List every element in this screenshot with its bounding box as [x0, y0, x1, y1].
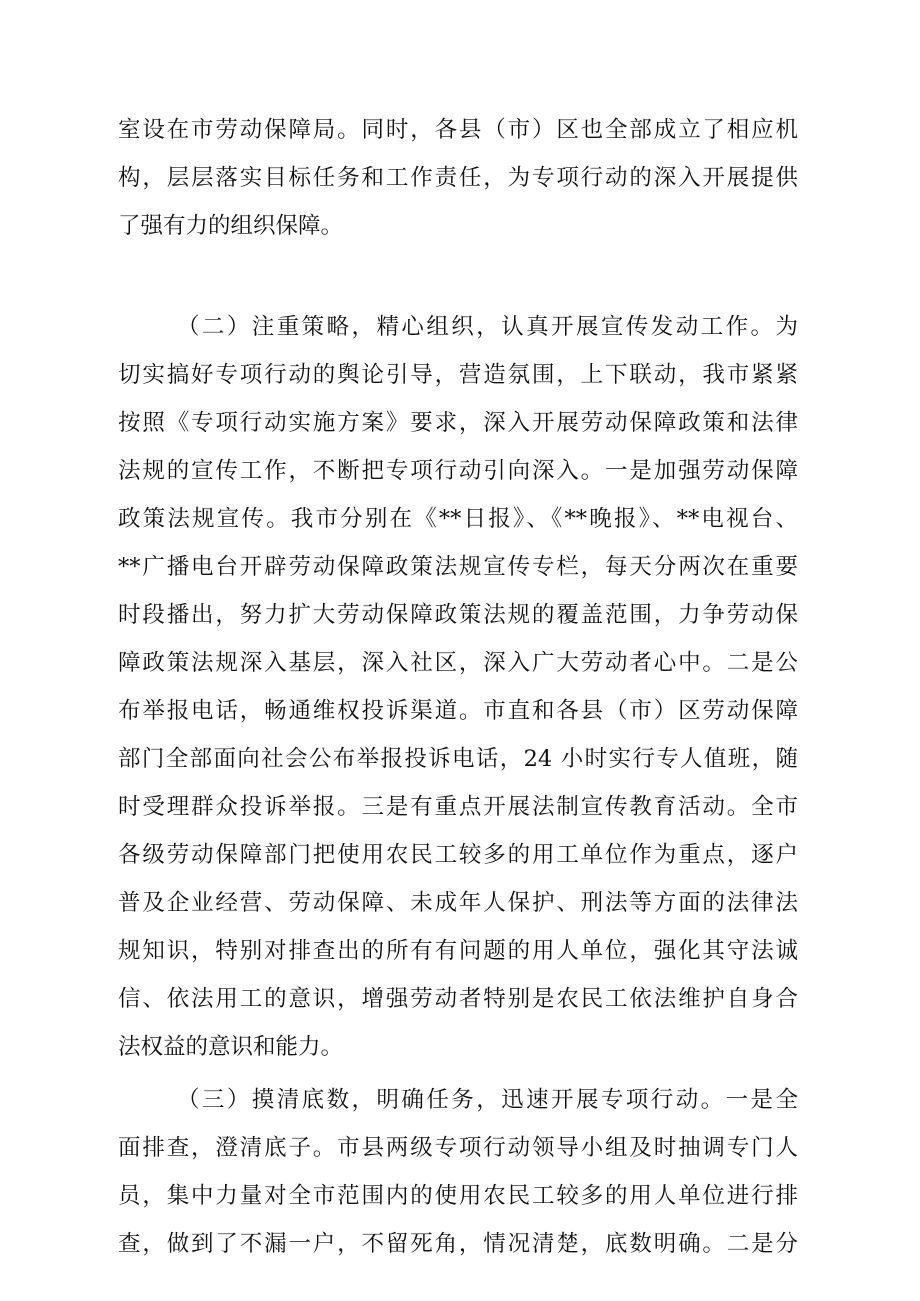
text-line: 各级劳动保障部门把使用农民工较多的用工单位作为重点，逐户 [118, 842, 798, 868]
text-line: 法规的宣传工作，不断把专项行动引向深入。一是加强劳动保障 [118, 458, 798, 484]
text-line: 室设在市劳动保障局。同时，各县（市）区也全部成立了相应机 [118, 117, 798, 143]
text-line: 按照《专项行动实施方案》要求，深入开展劳动保障政策和法律 [118, 410, 798, 436]
text-line: 查，做到了不漏一户，不留死角，情况清楚，底数明确。二是分 [118, 1231, 798, 1257]
text-line: 时段播出，努力扩大劳动保障政策法规的覆盖范围，力争劳动保 [118, 602, 798, 628]
text-line: 政策法规宣传。我市分别在《**日报》、《**晚报》、**电视台、 [118, 506, 798, 532]
text-line: 法权益的意识和能力。 [118, 1034, 344, 1060]
text-line: 信、依法用工的意识，增强劳动者特别是农民工依法维护自身合 [118, 986, 798, 1012]
text-line: 员，集中力量对全市范围内的使用农民工较多的用人单位进行排 [118, 1183, 798, 1209]
text-line: 布举报电话，畅通维权投诉渠道。市直和各县（市）区劳动保障 [118, 698, 798, 724]
text-line: 障政策法规深入基层，深入社区，深入广大劳动者心中。二是公 [118, 650, 798, 676]
text-line: 构，层层落实目标任务和工作责任，为专项行动的深入开展提供 [118, 165, 798, 191]
paragraph-start-line: （三）摸清底数，明确任务，迅速开展专项行动。一是全 [177, 1087, 798, 1113]
text-line: 切实搞好专项行动的舆论引导，营造氛围，上下联动，我市紧紧 [118, 362, 798, 388]
text-line: 时受理群众投诉举报。三是有重点开展法制宣传教育活动。全市 [118, 794, 798, 820]
text-line: 普及企业经营、劳动保障、未成年人保护、刑法等方面的法律法 [118, 890, 798, 916]
text-line: 了强有力的组织保障。 [118, 213, 344, 239]
text-line: 面排查，澄清底子。市县两级专项行动领导小组及时抽调专门人 [118, 1135, 798, 1161]
text-line: 部门全部面向社会公布举报投诉电话，24 小时实行专人值班，随 [118, 746, 798, 772]
paragraph-start-line: （二）注重策略，精心组织，认真开展宣传发动工作。为 [177, 314, 798, 340]
text-line: 规知识，特别对排查出的所有有问题的用人单位，强化其守法诚 [118, 938, 798, 964]
text-line: **广播电台开辟劳动保障政策法规宣传专栏，每天分两次在重要 [118, 554, 798, 580]
